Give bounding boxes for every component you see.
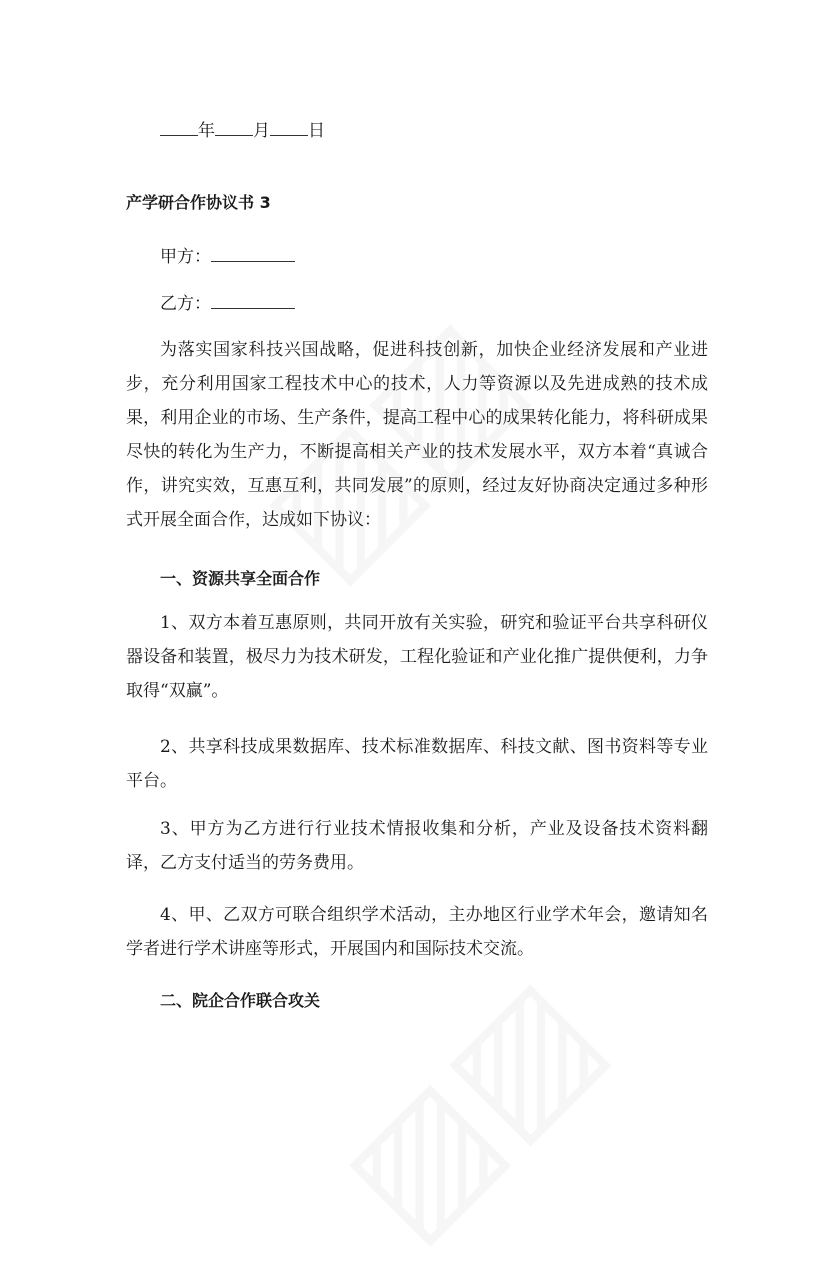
party-b-label: 乙方： (160, 294, 211, 314)
section1-heading: 一、资源共享全面合作 (160, 569, 321, 588)
document-title: 产学研合作协议书 3 (126, 193, 271, 212)
year-blank (160, 117, 198, 136)
party-b-blank (211, 290, 295, 309)
section1-item: 3、甲方为乙方进行行业技术情报收集和分析，产业及设备技术资料翻译，乙方支付适当的劳务费用。 (126, 819, 708, 873)
section1-item: 4、甲、乙双方可联合组织学术活动，主办地区行业学术年会，邀请知名学者进行学术讲座等形式，开展国内和国际技术交流。 (126, 905, 708, 959)
day-blank (270, 117, 308, 136)
month-label: 月 (253, 121, 270, 141)
day-label: 日 (308, 121, 325, 141)
date-line (160, 116, 325, 141)
section1-item: 1、双方本着互惠原则，共同开放有关实验，研究和验证平台共享科研仪器设备和装置，极尽力为技术研发，工程化验证和产业化推广提供便利，力争取得“双赢”。 (126, 613, 708, 701)
party-a-line (160, 242, 295, 267)
party-a-blank (211, 243, 295, 262)
party-b-line (160, 289, 295, 314)
section2-heading: 二、院企合作联合攻关 (160, 991, 321, 1010)
intro-paragraph: 为落实国家科技兴国战略，促进科技创新，加快企业经济发展和产业进步，充分利用国家工程技术中心的技术，人力等资源以及先进成熟的技术成果，利用企业的市场、生产条件，提高工程中心的成果转化能力，将科研成果尽快的转化为生产力，不断提高相关产业的技术发展水平，双方本着“真诚合作，讲究实效，互惠互利，共同发展”的原则，经过友好协商决定通过多种形式开展全面合作，达成如下协议： (126, 340, 708, 530)
section1-item: 2、共享科技成果数据库、技术标准数据库、科技文献、图书资料等专业平台。 (126, 737, 708, 791)
party-a-label: 甲方： (160, 247, 211, 267)
month-blank (215, 117, 253, 136)
year-label: 年 (198, 121, 215, 141)
watermark (310, 945, 633, 1268)
